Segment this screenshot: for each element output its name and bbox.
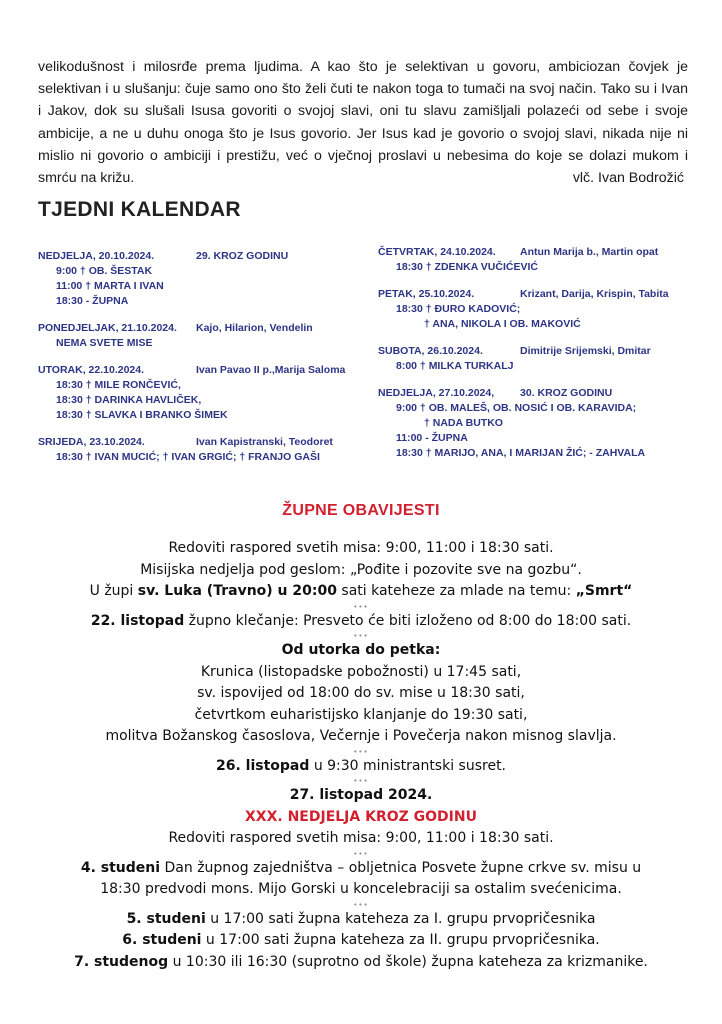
calendar-mass: 18:30 † DARINKA HAVLIČEK,	[56, 394, 202, 406]
calendar-date: PONEDJELJAK, 21.10.2024.	[38, 322, 177, 334]
calendar-date: ČETVRTAK, 24.10.2024.	[378, 246, 496, 258]
announcement-mission-sunday: Misijska nedjelja pod geslom: „Pođite i pozovite sve na gozbu“.	[140, 561, 582, 578]
calendar-mass: 18:30 - ŽUPNA	[56, 295, 129, 307]
calendar-day-header	[38, 435, 358, 450]
calendar-date: UTORAK, 22.10.2024.	[38, 364, 145, 376]
calendar-feast: Antun Marija b., Martin opat	[520, 246, 659, 258]
separator: •••	[353, 900, 369, 909]
calendar-day	[38, 363, 358, 423]
announcement-adoration: 22. listopad župno klečanje: Presveto će biti izloženo od 8:00 do 18:00 sati.	[90, 612, 632, 629]
weekday-item: Krunica (listopadske pobožnosti) u 17:45 sati,	[200, 663, 522, 680]
announcements-title: ŽUPNE OBAVIJESTI	[282, 502, 440, 519]
calendar-day-header	[378, 287, 698, 302]
calendar-day	[38, 435, 358, 465]
calendar-date: PETAK, 25.10.2024.	[378, 288, 475, 300]
calendar-date: SUBOTA, 26.10.2024.	[378, 345, 483, 357]
separator: •••	[353, 849, 369, 858]
calendar-day-header	[38, 321, 358, 336]
calendar-day-header	[378, 344, 698, 359]
calendar-feast: 30. KROZ GODINU	[520, 387, 613, 399]
calendar-date: SRIJEDA, 23.10.2024.	[38, 436, 145, 448]
calendar-feast: Krizant, Darija, Krispin, Tabita	[520, 288, 669, 300]
calendar-mass: 11:00 - ŽUPNA	[396, 432, 468, 444]
sunday-name: XXX. NEDJELJA KROZ GODINU	[245, 808, 477, 825]
calendar-mass: 8:00 † MILKA TURKALJ	[396, 360, 514, 372]
calendar-day	[378, 287, 698, 332]
calendar-date: NEDJELJA, 20.10.2024.	[38, 250, 155, 262]
calendar-mass: 18:30 † MILE RONČEVIĆ,	[56, 379, 181, 391]
weekday-heading: Od utorka do petka:	[281, 642, 441, 658]
separator: •••	[353, 632, 369, 640]
intro-text: velikodušnost i milosrđe prema ljudima. A kao što je selektivan u govoru, ambiciozan čovjek je selektivan i u slušanju: čuje samo ono što želi čuti te nakon toga to tumači na svoj način. Tako su i Ivan i Jakov, dok su slušali Isusa govoriti o svojoj slavi, oni tu slavu zamišljali polazeći od sebe i svoje ambicije, a ne u duhu onoga što je Isus govorio. Jer Isus kad je govorio o svojoj slavi, nikada nije ni mislio ni govorio o ambiciji i prestižu, već o vječnoj proslavi u nebesima do koje se dolazi mukom i smrću na križu.	[38, 59, 688, 187]
calendar-feast: Dimitrije Srijemski, Dmitar	[520, 345, 651, 357]
calendar-day-header	[378, 386, 698, 401]
calendar-feast: 29. KROZ GODINU	[196, 250, 289, 262]
calendar-right-column	[378, 245, 698, 473]
calendar-day-header	[38, 249, 358, 264]
calendar-feast: Ivan Kapistranski, Teodoret	[196, 436, 333, 448]
calendar-day-header	[378, 245, 698, 260]
calendar-mass: † ANA, NIKOLA I OB. MAKOVIĆ	[424, 318, 581, 330]
calendar-day	[378, 344, 698, 374]
calendar-mass: 18:30 † ĐURO KADOVIĆ;	[396, 303, 521, 315]
announcement-first-communion-2: 6. studeni u 17:00 sati župna kateheza za II. grupu prvopričesnika.	[122, 932, 600, 948]
calendar-day-header	[38, 363, 358, 378]
calendar-mass: 9:00 † OB. MALEŠ, OB. NOSIĆ I OB. KARAVIDA;	[396, 402, 637, 414]
calendar-title: TJEDNI KALENDAR	[38, 198, 241, 221]
sunday-masses: Redoviti raspored svetih misa: 9:00, 11:00 i 18:30 sati.	[168, 830, 554, 846]
sunday-date: 27. listopad 2024.	[289, 787, 433, 803]
calendar-mass: 9:00 † OB. ŠESTAK	[56, 265, 153, 277]
announcement-parish-day: 4. studeni Dan župnog zajedništva – obljetnica Posvete župne crkve sv. misu u	[80, 859, 642, 876]
calendar-mass: 18:30 † ZDENKA VUČIĆEVIĆ	[396, 261, 538, 273]
separator: •••	[353, 747, 369, 756]
calendar-mass: 11:00 † MARTA I IVAN	[56, 280, 164, 292]
calendar-feast: Kajo, Hilarion, Vendelin	[196, 322, 313, 334]
calendar-date: NEDJELJA, 27.10.2024,	[378, 387, 495, 399]
announcement-youth-catechesis: U župi sv. Luka (Travno) u 20:00 sati kateheze za mlade na temu: „Smrt“	[89, 583, 633, 599]
separator: •••	[353, 777, 369, 785]
announcement-parish-day-cont: 18:30 predvodi mons. Mijo Gorski u koncelebraciji sa ostalim svećenicima.	[100, 881, 622, 897]
calendar-feast: Ivan Pavao II p.,Marija Saloma	[196, 364, 346, 376]
intro-paragraph	[38, 56, 688, 189]
announcement-confirmation: 7. studenog u 10:30 ili 16:30 (suprotno od škole) župna kateheza za krizmanike.	[74, 953, 648, 970]
signature: vlč. Ivan Bodrožić	[572, 170, 684, 187]
calendar-day	[38, 321, 358, 351]
weekday-item: molitva Božanskog časoslova, Večernje i Povečerja nakon misnog slavlja.	[105, 728, 617, 744]
announcement-first-communion-1: 5. studeni u 17:00 sati župna kateheza za I. grupu prvopričesnika	[126, 910, 596, 927]
calendar-mass: 18:30 † SLAVKA I BRANKO ŠIMEK	[56, 409, 228, 421]
calendar-day	[378, 386, 698, 461]
calendar-day	[38, 249, 358, 309]
calendar-mass: 18:30 † MARIJO, ANA, I MARIJAN ŽIĆ; - ZAHVALA	[396, 447, 646, 459]
calendar-left-column	[38, 249, 358, 477]
calendar-day	[378, 245, 698, 275]
calendar-mass: † NADA BUTKO	[424, 417, 503, 429]
announcements	[0, 538, 722, 973]
weekday-item: četvrtkom euharistijsko klanjanje do 19:30 sati,	[194, 706, 528, 723]
calendar-mass: 18:30 † IVAN MUCIĆ; † IVAN GRGIĆ; † FRANJO GAŠI	[56, 451, 320, 463]
announcement-altar-servers: 26. listopad u 9:30 ministrantski susret.	[215, 757, 507, 774]
separator: •••	[353, 602, 369, 611]
announcement-mass-schedule: Redoviti raspored svetih misa: 9:00, 11:00 i 18:30 sati.	[168, 540, 554, 556]
weekday-item: sv. ispovijed od 18:00 do sv. mise u 18:30 sati,	[197, 685, 525, 701]
calendar-mass: NEMA SVETE MISE	[56, 337, 153, 349]
